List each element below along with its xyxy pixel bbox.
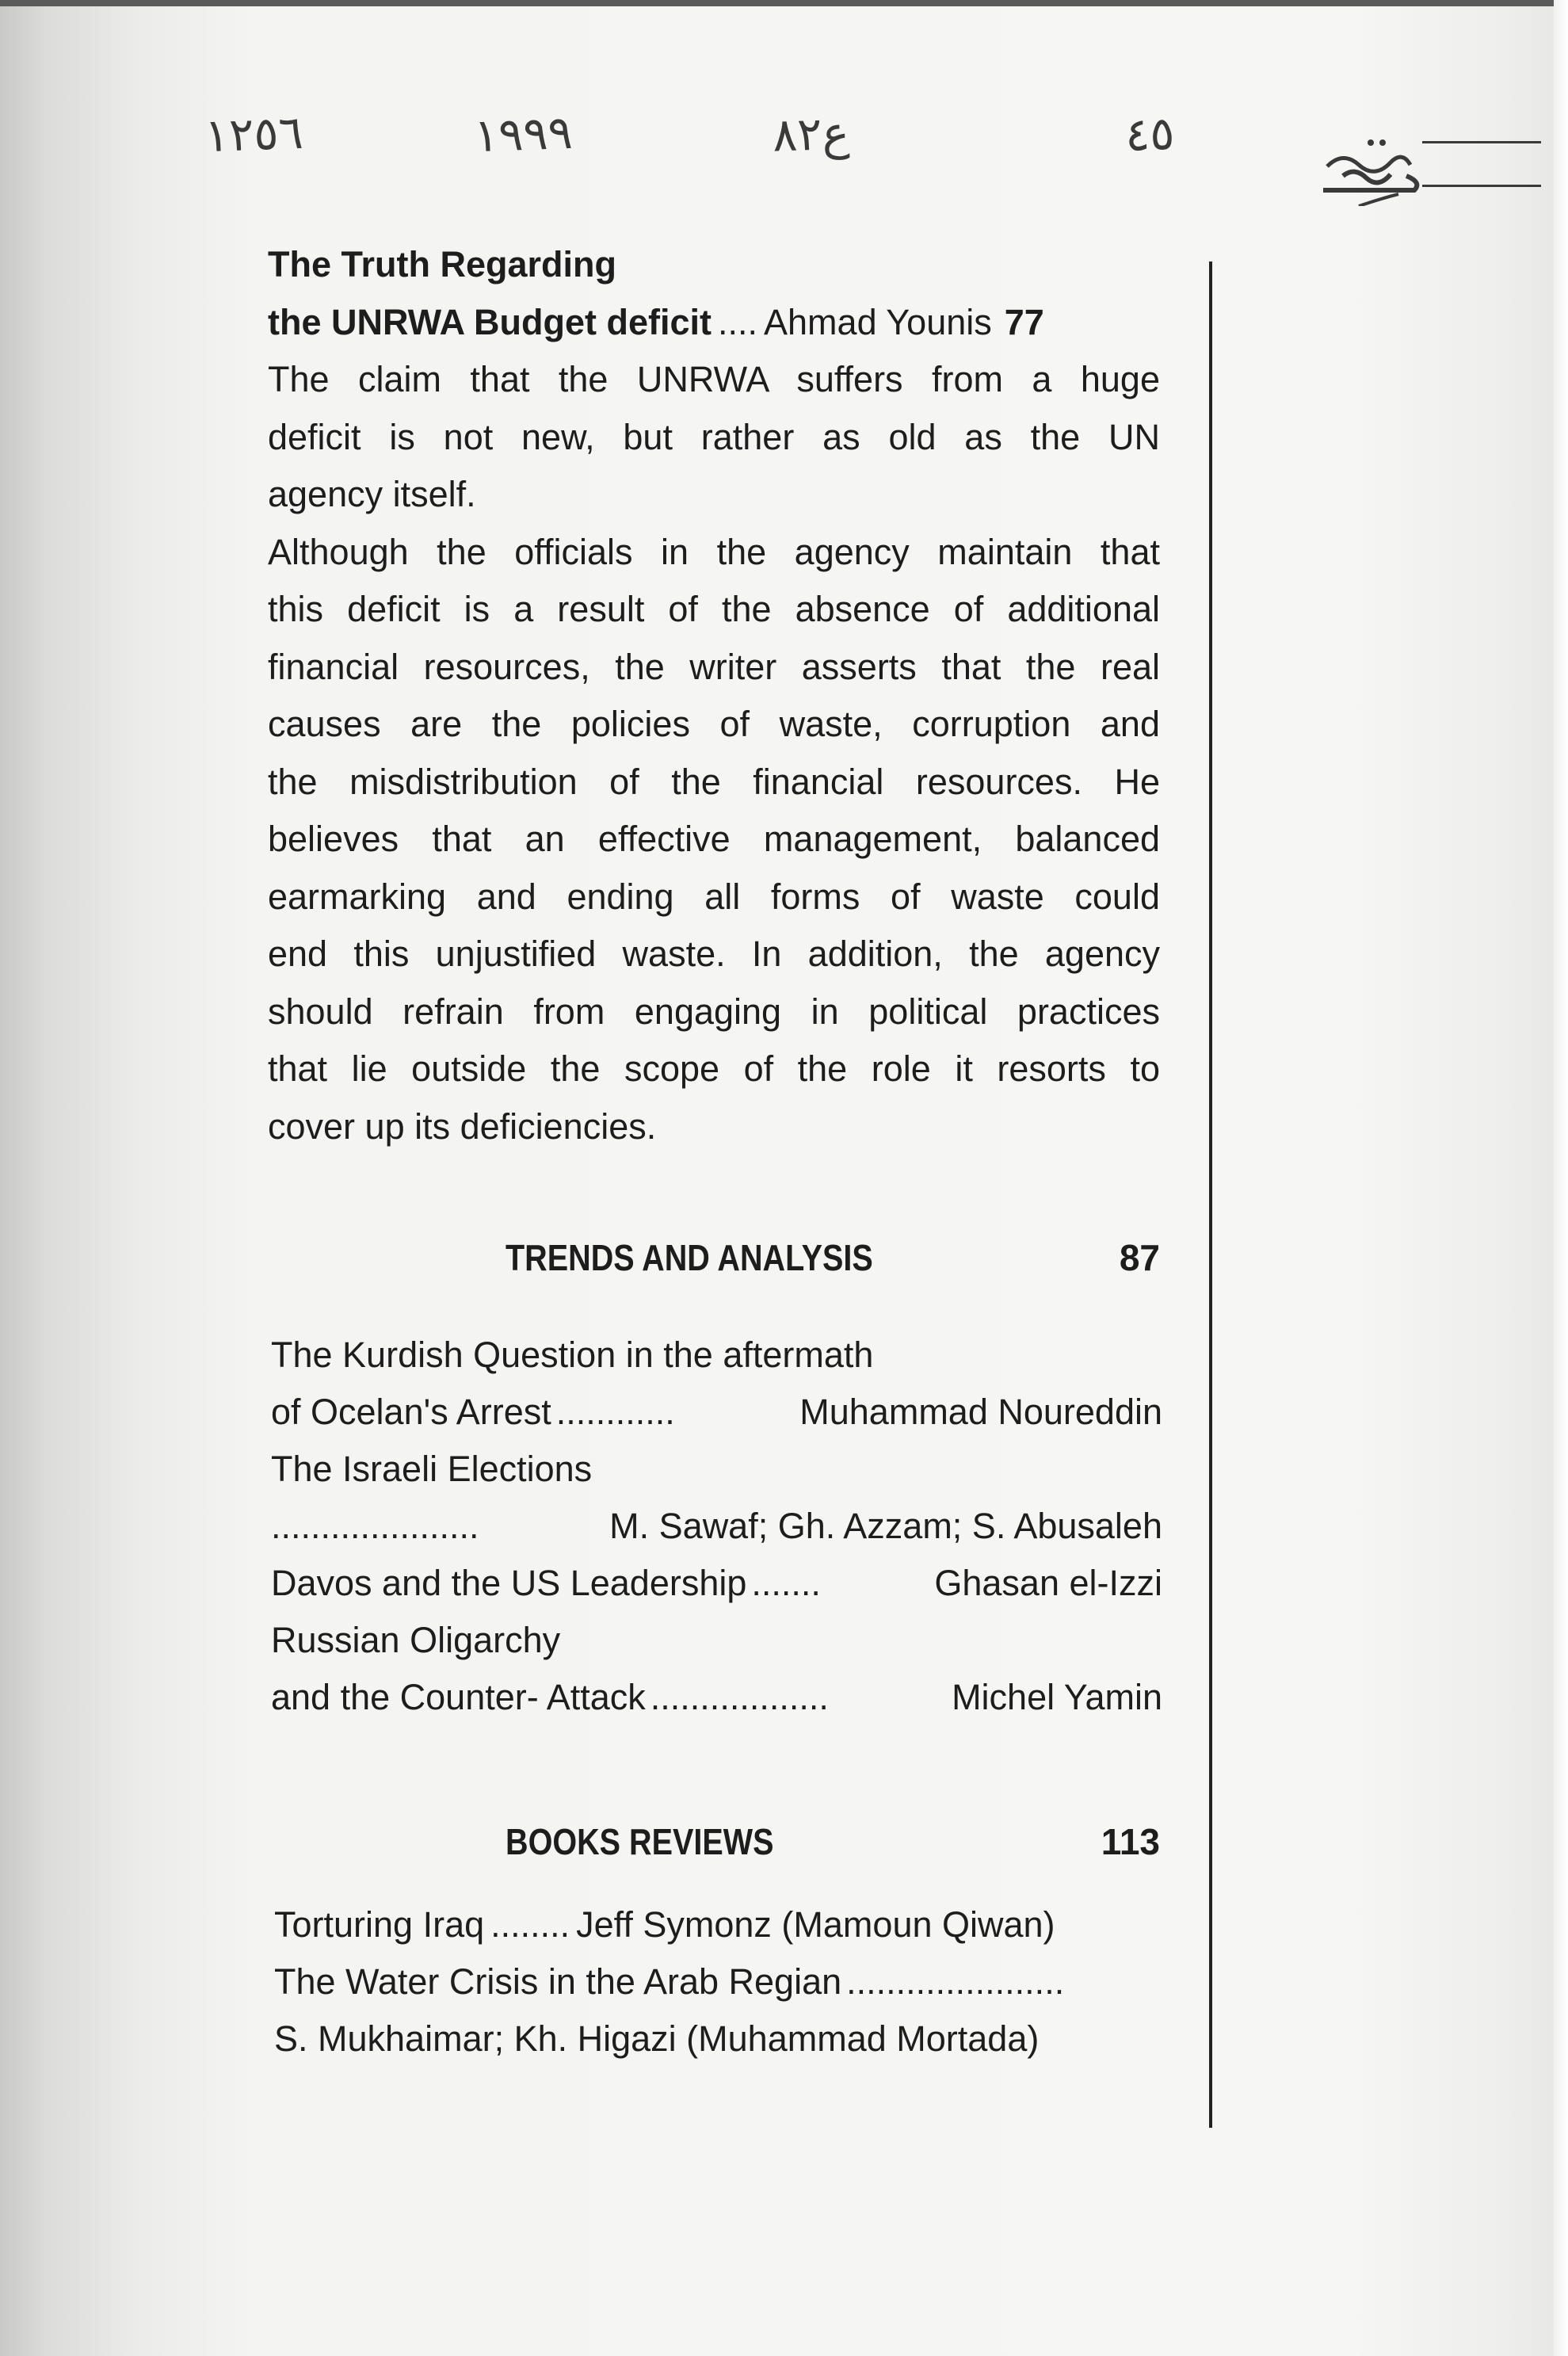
trends-page: 87 xyxy=(1119,1237,1160,1278)
toc-author: Muhammad Noureddin xyxy=(799,1392,1162,1432)
toc-title: The Water Crisis in the Arab Regian xyxy=(274,1961,842,2002)
article-entry xyxy=(268,236,1160,1155)
toc-author: Michel Yamin xyxy=(952,1677,1162,1717)
toc-author: Ghasan el-Izzi xyxy=(934,1563,1162,1603)
article-body-line: end this unjustified waste. In addition, the agency xyxy=(268,934,1160,974)
toc-author: M. Sawaf; Gh. Azzam; S. Abusaleh xyxy=(609,1506,1162,1546)
toc-line xyxy=(271,1384,1162,1441)
article-byline xyxy=(268,294,1160,352)
toc-title: The Kurdish Question in the aftermath xyxy=(271,1335,874,1375)
toc-title: Torturing Iraq xyxy=(274,1904,485,1945)
toc-line xyxy=(274,2010,1163,2068)
books-page: 113 xyxy=(1101,1821,1160,1862)
article-body-line: the misdistribution of the financial resources. He xyxy=(268,761,1160,802)
toc-leader: ............ xyxy=(555,1392,675,1432)
books-title: BOOKS REVIEWS xyxy=(505,1821,774,1862)
article-body-line: this deficit is a result of the absence of additional xyxy=(268,589,1160,629)
books-list xyxy=(274,1896,1163,2068)
journal-logo xyxy=(1311,119,1549,206)
toc-line xyxy=(274,1896,1163,1953)
toc-leader: ........ xyxy=(490,1904,570,1945)
toc-author: Jeff Symonz (Mamoun Qiwan) xyxy=(576,1904,1055,1945)
article-body-line: agency itself. xyxy=(268,474,476,514)
toc-line xyxy=(271,1612,1162,1669)
toc-line xyxy=(271,1555,1162,1612)
handwritten-note-1: ١٢٥٦ xyxy=(203,105,304,163)
toc-line xyxy=(274,1953,1163,2010)
toc-line xyxy=(271,1669,1162,1726)
toc-line xyxy=(271,1441,1162,1498)
article-body-line: should refrain from engaging in political practices xyxy=(268,991,1160,1032)
article-title-line1: The Truth Regarding xyxy=(268,244,617,284)
article-body-line: believes that an effective management, balanced xyxy=(268,819,1160,859)
toc-line xyxy=(271,1498,1162,1555)
toc-author: S. Mukhaimar; Kh. Higazi (Muhammad Mortada) xyxy=(274,2018,1040,2059)
toc-leader: ...................... xyxy=(846,1961,1065,2002)
trends-list xyxy=(271,1327,1162,1726)
article-author: Ahmad Younis xyxy=(764,301,992,342)
article-body-line: causes are the policies of waste, corruption and xyxy=(268,704,1160,744)
toc-title: Russian Oligarchy xyxy=(271,1620,561,1660)
books-heading xyxy=(268,1820,1160,1876)
article-page: 77 xyxy=(1004,301,1044,342)
article-leader: .... xyxy=(718,301,758,342)
article-body-line: cover up its deficiencies. xyxy=(268,1105,657,1147)
toc-title: Davos and the US Leadership xyxy=(271,1563,747,1603)
article-body-line: that lie outside the scope of the role it resorts to xyxy=(268,1048,1160,1089)
scan-top-edge xyxy=(0,0,1568,6)
toc-leader: ..................... xyxy=(271,1506,479,1546)
handwritten-note-3: ع٨٢ xyxy=(771,105,851,162)
article-body-line: deficit is not new, but rather as old as the UN xyxy=(268,416,1160,457)
trends-heading xyxy=(268,1236,1160,1292)
toc-title: of Ocelan's Arrest xyxy=(271,1392,551,1432)
article-title-line2: the UNRWA Budget deficit xyxy=(268,301,712,342)
article-body-line: financial resources, the writer asserts that the real xyxy=(268,646,1160,687)
scan-right-edge xyxy=(1554,0,1568,2356)
article-body-line: The claim that the UNRWA suffers from a huge xyxy=(268,359,1160,399)
toc-leader: ....... xyxy=(751,1563,821,1603)
toc-line xyxy=(271,1327,1162,1384)
toc-title: The Israeli Elections xyxy=(271,1449,593,1489)
article-body-line: Although the officials in the agency maintain that xyxy=(268,531,1160,572)
handwritten-note-4: ٤٥ xyxy=(1124,105,1176,162)
toc-title: and the Counter- Attack xyxy=(271,1677,646,1717)
trends-title: TRENDS AND ANALYSIS xyxy=(505,1237,873,1278)
column-divider xyxy=(1209,262,1212,2128)
article-body-line: earmarking and ending all forms of waste could xyxy=(268,876,1160,917)
handwritten-note-2: ١٩٩٩ xyxy=(472,105,574,163)
toc-leader: .................. xyxy=(650,1677,829,1717)
